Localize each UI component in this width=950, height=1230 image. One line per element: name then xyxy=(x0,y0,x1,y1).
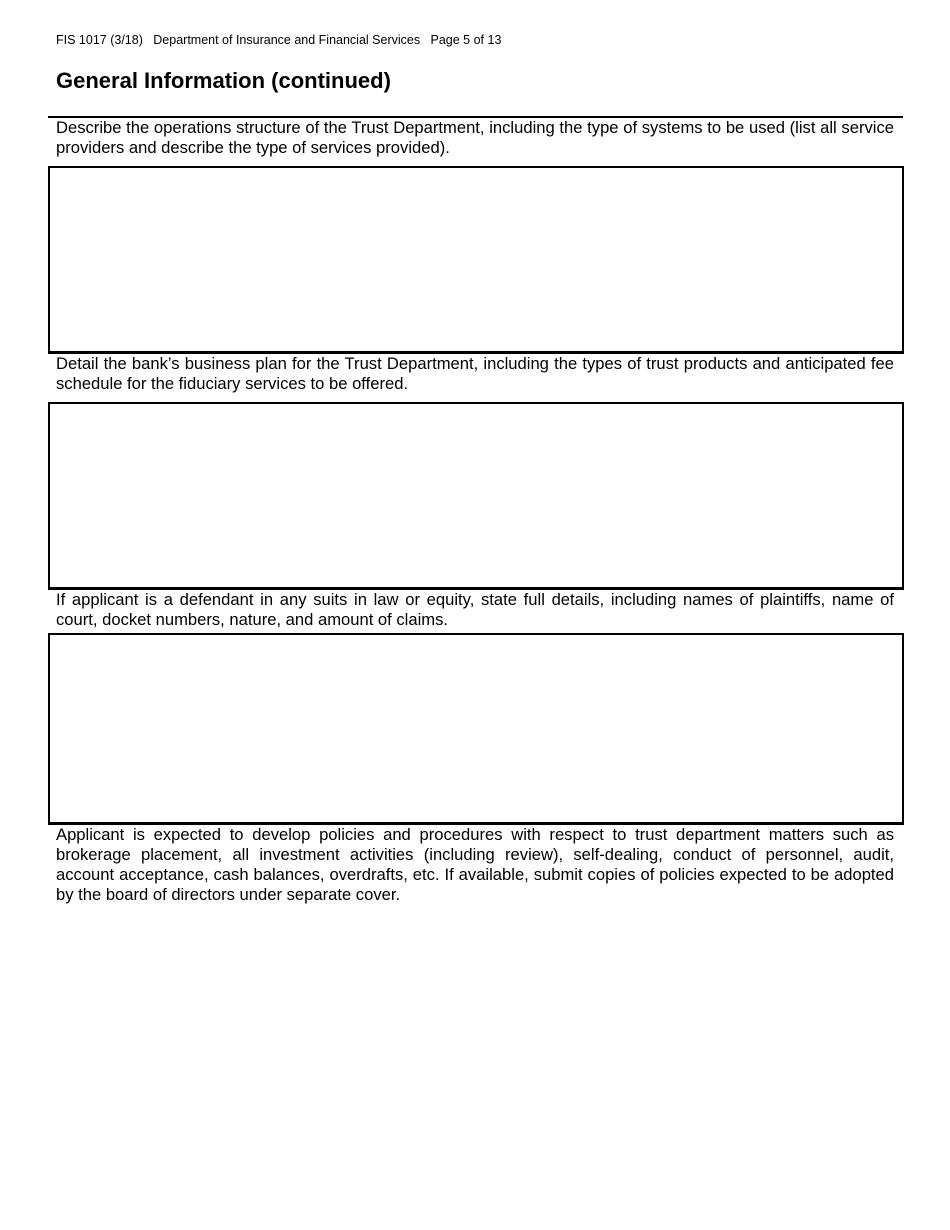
question-operations-structure: Describe the operations structure of the Trust Department, including the type of systems to be used (list all service providers and describe the type of services provided). xyxy=(56,118,894,157)
question-business-plan: Detail the bank’s business plan for the Trust Department, including the types of trust products and anticipated fee schedule for the fiduciary services to be offered. xyxy=(56,354,894,393)
form-header xyxy=(56,33,501,47)
department-name: Department of Insurance and Financial Services xyxy=(153,33,421,47)
question-litigation: If applicant is a defendant in any suits in law or equity, state full details, including names of plaintiffs, name of court, docket numbers, nature, and amount of claims. xyxy=(56,590,894,629)
business-plan-answer[interactable] xyxy=(48,402,904,590)
operations-structure-answer[interactable] xyxy=(48,166,904,354)
page-number: Page 5 of 13 xyxy=(430,33,502,47)
litigation-answer[interactable] xyxy=(48,633,904,825)
form-id: FIS 1017 (3/18) xyxy=(56,33,143,47)
policies-note: Applicant is expected to develop policies and procedures with respect to trust department matters such as brokerage placement, all investment activities (including review), self-dealing, conduct of personnel, audit, account acceptance, cash balances, overdrafts, etc. If available, submit copies of policies expected to be adopted by the board of directors under separate cover. xyxy=(56,825,894,904)
page-title: General Information (continued) xyxy=(56,68,391,93)
